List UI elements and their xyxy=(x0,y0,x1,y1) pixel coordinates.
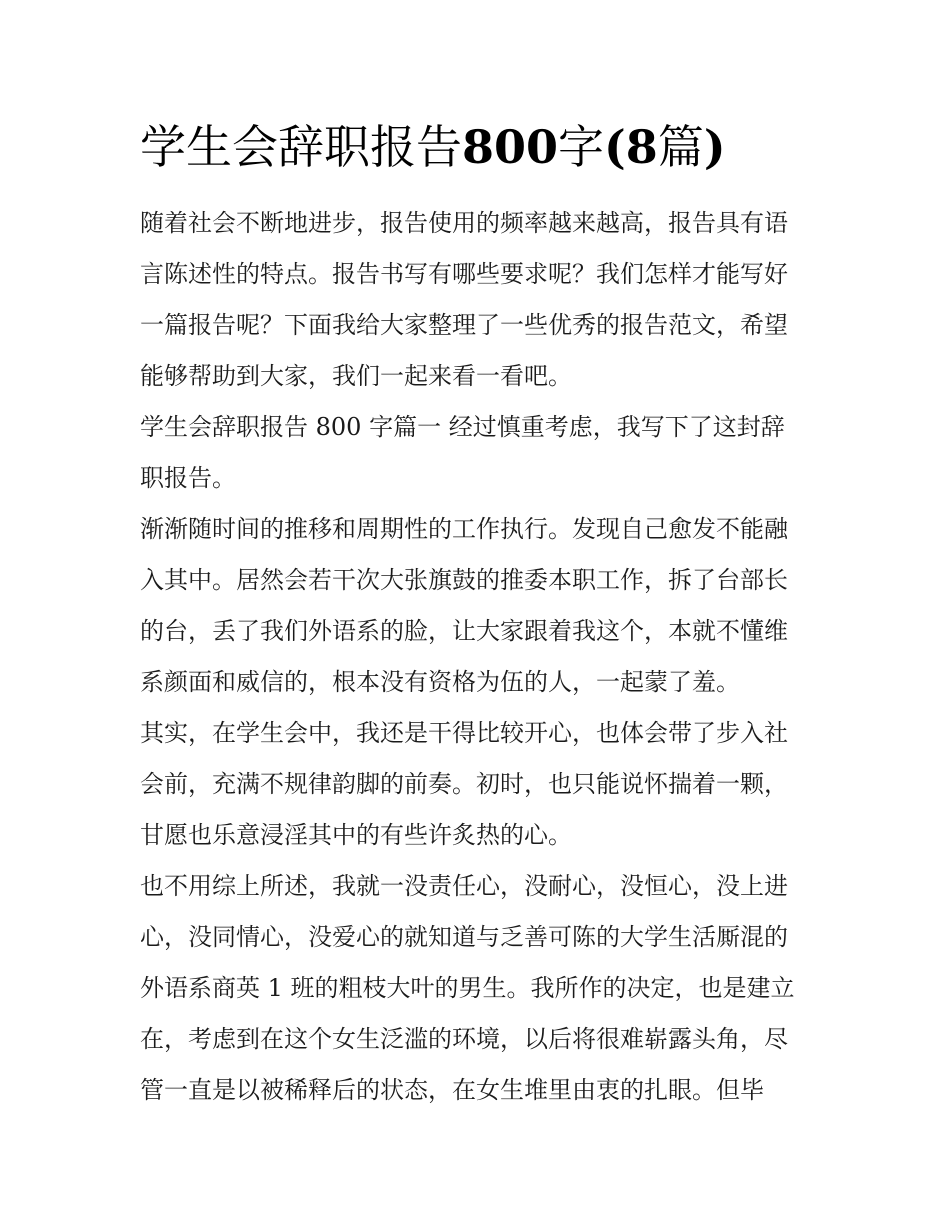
text-line: 随着社会不断地进步，报告使用的频率越来越高，报告具有语 xyxy=(140,209,788,237)
title-count: (8 xyxy=(604,120,658,174)
text-line: 外语系商英 1 班的粗枝大叶的男生。我所作的决定，也是建立 xyxy=(140,974,795,1002)
title-text: 学生会辞职报告 xyxy=(140,120,462,174)
paragraph xyxy=(140,402,820,504)
text-line: 甘愿也乐意浸淫其中的有些许炙热的心。 xyxy=(140,821,572,849)
document-body xyxy=(140,198,820,1116)
text-line: 也不用综上所述，我就一没责任心，没耐心，没恒心，没上进 xyxy=(140,872,788,900)
text-line: 学生会辞职报告 800 字篇一 经过慎重考虑，我写下了这封辞 xyxy=(140,413,785,441)
text-line: 能够帮助到大家，我们一起来看一看吧。 xyxy=(140,362,572,390)
title-text-3: 篇 xyxy=(657,120,704,174)
text-line: 会前，充满不规律韵脚的前奏。初时，也只能说怀揣着一颗， xyxy=(140,770,788,798)
text-line: 在，考虑到在这个女生泛滥的环境，以后将很难崭露头角，尽 xyxy=(140,1025,788,1053)
text-line: 入其中。居然会若干次大张旗鼓的推委本职工作，拆了台部长 xyxy=(140,566,788,594)
text-line: 言陈述性的特点。报告书写有哪些要求呢？我们怎样才能写好 xyxy=(140,260,788,288)
paragraph xyxy=(140,708,820,861)
paragraph xyxy=(140,198,820,402)
title-paren: ) xyxy=(703,120,726,174)
text-line: 其实，在学生会中，我还是干得比较开心，也体会带了步入社 xyxy=(140,719,788,747)
text-line: 系颜面和威信的，根本没有资格为伍的人，一起蒙了羞。 xyxy=(140,668,740,696)
text-line: 的台，丢了我们外语系的脸，让大家跟着我这个，本就不懂维 xyxy=(140,617,788,645)
text-line: 心，没同情心，没爱心的就知道与乏善可陈的大学生活厮混的 xyxy=(140,923,788,951)
text-line: 管一直是以被稀释后的状态，在女生堆里由衷的扎眼。但毕 xyxy=(140,1076,764,1104)
text-line: 一篇报告呢？下面我给大家整理了一些优秀的报告范文，希望 xyxy=(140,311,788,339)
paragraph xyxy=(140,861,820,1116)
paragraph xyxy=(140,504,820,708)
text-line: 渐渐随时间的推移和周期性的工作执行。发现自己愈发不能融 xyxy=(140,515,788,543)
title-number: 800 xyxy=(462,120,559,174)
page-title xyxy=(140,114,840,180)
title-text-2: 字 xyxy=(558,120,605,174)
text-line: 职报告。 xyxy=(140,464,236,492)
